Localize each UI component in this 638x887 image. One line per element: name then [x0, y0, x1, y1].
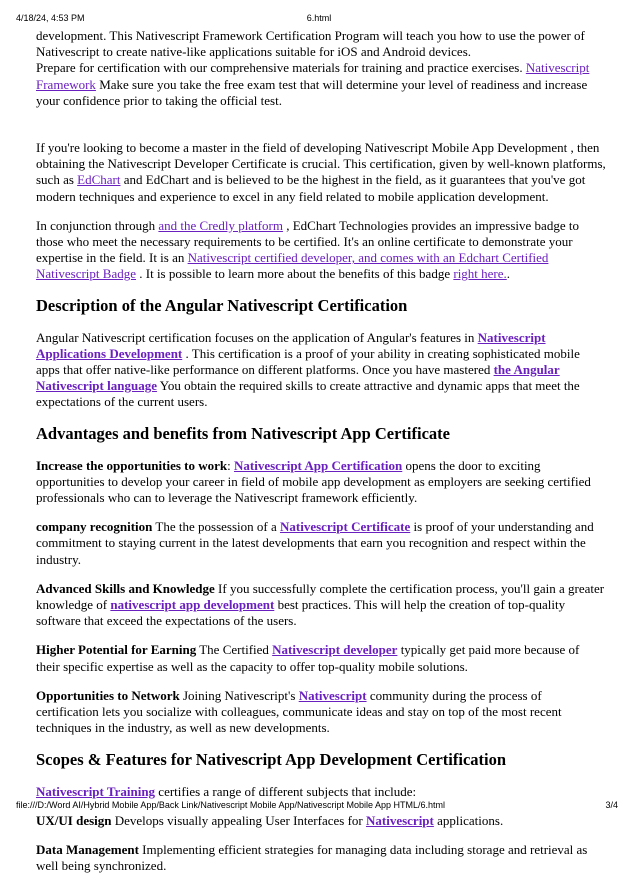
benefit-post: typically get paid more because of their specific expertise as well as the capacity to offer top-quality mobile solutions.	[36, 642, 580, 674]
link-applications-development[interactable]: Nativescript Applications Development	[36, 329, 546, 361]
spacer	[36, 122, 606, 140]
link-nativescript-certificate[interactable]: Nativescript Certificate	[279, 519, 411, 535]
link-credly-platform[interactable]: and the Credly platform	[158, 217, 283, 233]
benefit-sep: :	[227, 457, 235, 473]
intro-text-2: Prepare for certification with our comprehensive materials for training and practice exercises.	[36, 60, 526, 76]
benefit-item	[36, 688, 606, 737]
benefit-post: best practices. This will help the creation of top-quality software that exceed the expectations of the users.	[36, 597, 566, 629]
scope-text: Implementing efficient strategies for managing data including storage and retrieval as well being synchronized.	[36, 841, 588, 874]
benefit-post: opens the door to exciting opportunities to develop your career in field of mobile app development as employers are seeking certified professionals who can to leverage the Nativescript framework efficiently.	[36, 457, 591, 506]
paragraph-training	[36, 784, 606, 800]
heading-advantages: Advantages and benefits from Nativescript App Certificate	[36, 423, 450, 443]
heading-angular-description: Description of the Angular Nativescript Certification	[36, 295, 408, 315]
scope-item-uxui	[36, 813, 606, 829]
para2-text-2: and EdChart and is believed to be the highest in the field, as it guarantees that you've got modern techniques and experience to excel in any field related to mobile application development.	[36, 172, 586, 204]
scope-pre: Develops visually appealing User Interfaces for	[111, 812, 366, 828]
benefit-pre: The the possession of a	[155, 519, 280, 535]
paragraph-master	[36, 140, 606, 205]
print-header	[0, 13, 638, 25]
link-nativescript-community[interactable]: Nativescript	[298, 687, 367, 703]
link-nativescript-ux[interactable]: Nativescript	[366, 812, 434, 828]
s1-text-3: You obtain the required skills to create attractive and dynamic apps that meet the expectations of the current users.	[36, 378, 580, 410]
print-page-number: 3/4	[605, 800, 618, 810]
link-app-development[interactable]: nativescript app development	[110, 597, 275, 613]
intro-text-1: development. This Nativescript Framework Certification Program will teach you how to use the power of Nativescript to create native-like applications suitable for iOS and Android devices.	[36, 28, 585, 60]
print-footer	[0, 800, 638, 812]
paragraph-angular	[36, 330, 606, 411]
benefit-label: company recognition	[36, 519, 153, 535]
s3-intro-text: certifies a range of different subjects that include:	[155, 783, 417, 799]
benefit-post: is proof of your understanding and commitment to staying current in the latest developments that earn you recognition and respect within the industry.	[36, 519, 594, 567]
link-nativescript-framework[interactable]: Nativescript Framework	[36, 60, 590, 92]
heading-scopes-features: Scopes & Features for Nativescript App Development Certification	[36, 749, 507, 769]
link-angular-language[interactable]: the Angular Nativescript language	[36, 362, 560, 394]
print-file-path: file:///D:/Word AI/Hybrid Mobile App/Back Link/Nativescript Mobile App/Nativescript Mobile App HTML/6.html	[16, 800, 446, 810]
intro-paragraph	[36, 28, 606, 109]
scope-label: Data Management	[36, 841, 139, 857]
benefit-item	[36, 642, 606, 674]
print-file-title: 6.html	[306, 13, 332, 23]
benefit-pre: Joining Nativescript's	[182, 687, 299, 703]
benefit-pre: The Certified	[199, 642, 273, 658]
para2-text-1: If you're looking to become a master in the field of developing Nativescript Mobile App Development , then obtaining the Nativescript Developer Certificate is crucial. This certification, given by well-known platforms, such as	[36, 140, 606, 188]
paragraph-credly	[36, 218, 606, 283]
link-nativescript-training[interactable]: Nativescript Training	[36, 783, 156, 799]
benefit-label: Advanced Skills and Knowledge	[36, 580, 215, 596]
link-right-here[interactable]: right here.	[453, 266, 507, 282]
scope-label: UX/UI design	[36, 812, 112, 828]
para3-text-2: , EdChart Technologies provides an impressive badge to those who meet the necessary requirements to be certified. It's an online certificate to demonstrate your expertise in the field. It is an	[36, 217, 579, 266]
s1-text-2: . This certification is a proof of your ability in creating sophisticated mobile apps that offer native-like performance on different platforms. Once you have mastered	[36, 345, 580, 378]
benefit-item	[36, 519, 606, 568]
benefit-item	[36, 458, 606, 507]
link-nativescript-developer[interactable]: Nativescript developer	[272, 642, 398, 658]
print-timestamp: 4/18/24, 4:53 PM	[16, 13, 85, 23]
benefit-label: Increase the opportunities to work	[36, 457, 228, 473]
document-body	[36, 28, 606, 887]
benefit-pre: If you successfully complete the certification process, you'll gain a greater knowledge of	[36, 580, 605, 613]
benefit-label: Opportunities to Network	[36, 687, 180, 703]
benefit-post: community during the process of certification lets you socialize with colleagues, communicate ideas and stay on top of the most recent techniques in the industry, as well as new developments.	[36, 687, 562, 736]
link-app-certification[interactable]: Nativescript App Certification	[234, 457, 403, 473]
scope-post: applications.	[433, 812, 504, 828]
para3-text-1: In conjunction through	[36, 217, 159, 233]
para3-text-4: .	[506, 266, 511, 282]
benefit-item	[36, 581, 606, 630]
link-certified-badge[interactable]: Nativescript certified developer, and comes with an Edchart Certified Nativescript Badge	[36, 250, 549, 282]
s1-text-1: Angular Nativescript certification focuses on the application of Angular's features in	[36, 329, 478, 345]
benefit-label: Higher Potential for Earning	[36, 642, 197, 658]
link-edchart[interactable]: EdChart	[77, 172, 121, 188]
intro-text-3: Make sure you take the free exam test that will determine your level of readiness and increase your confidence prior to taking the official test.	[36, 76, 588, 108]
para3-text-3: . It is possible to learn more about the benefits of this badge	[136, 266, 454, 282]
scope-item-data-management	[36, 842, 606, 874]
